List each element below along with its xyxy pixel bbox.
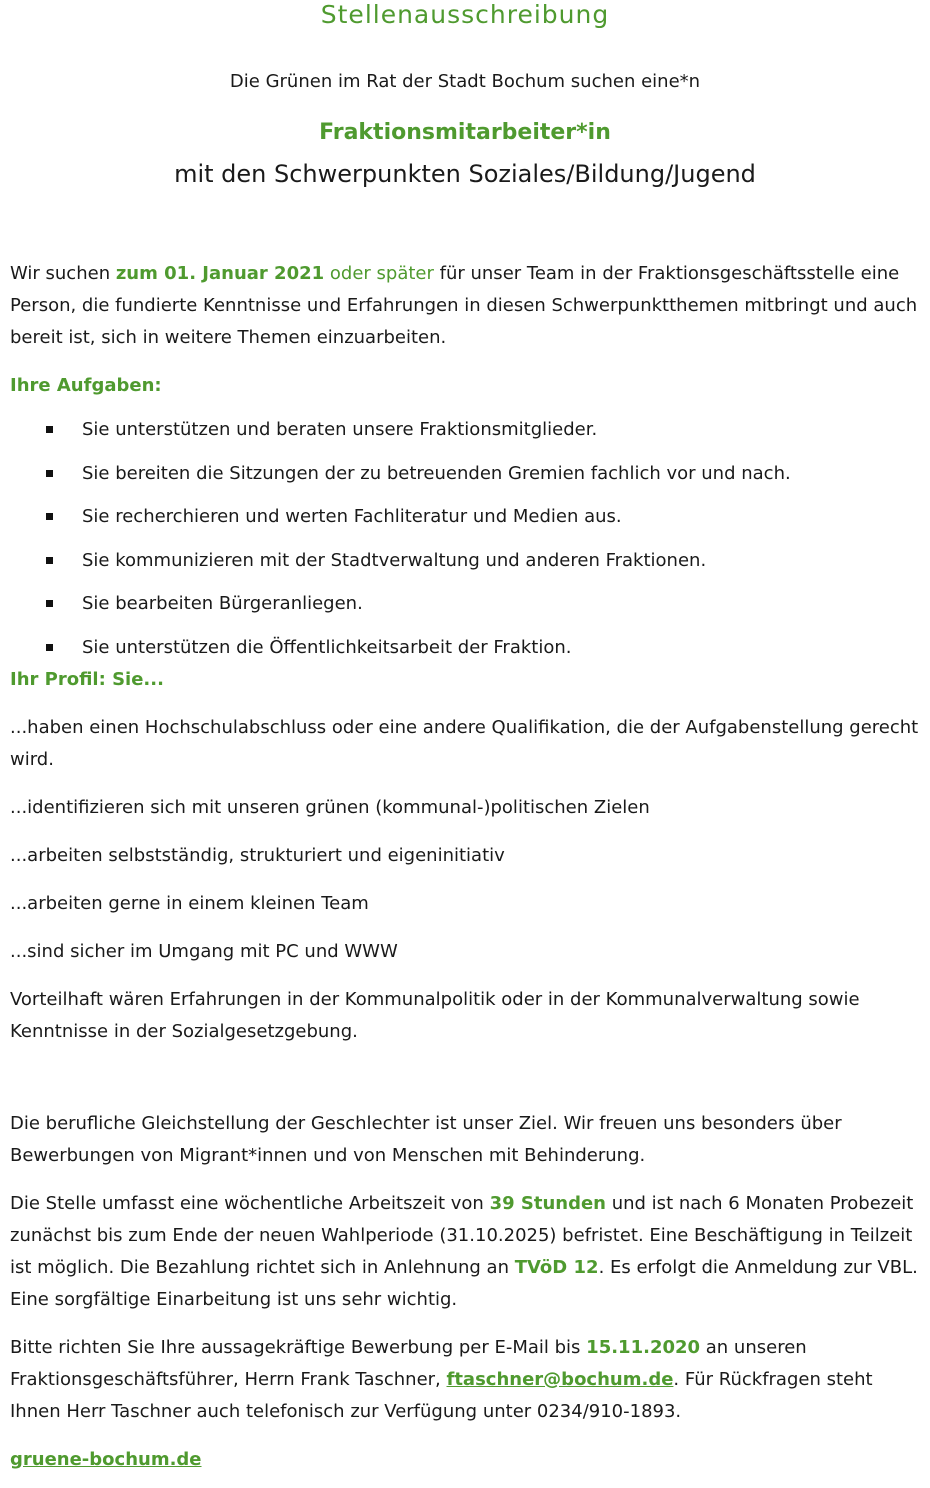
list-item: Sie bereiten die Sitzungen der zu betreuenden Gremien fachlich vor und nach. bbox=[10, 458, 925, 490]
profile-item: ...arbeiten gerne in einem kleinen Team bbox=[10, 892, 369, 914]
list-item: Sie unterstützen und beraten unsere Fraktionsmitglieder. bbox=[10, 414, 925, 446]
start-date: zum 01. Januar 2021 bbox=[115, 263, 325, 284]
job-focus: mit den Schwerpunkten Soziales/Bildung/Jugend bbox=[174, 160, 756, 188]
profile-item: ...sind sicher im Umgang mit PC und WWW bbox=[10, 940, 398, 962]
page-title: Stellenausschreibung bbox=[320, 0, 610, 29]
equality-paragraph: Die berufliche Gleichstellung der Geschlechter ist unser Ziel. Wir freuen uns besonders über Bewerbungen von Migrant*innen und von Menschen mit Behinderung. bbox=[10, 1112, 842, 1166]
profile-item: ...arbeiten selbstständig, strukturiert und eigeninitiativ bbox=[10, 844, 505, 866]
main-content bbox=[10, 258, 925, 1476]
email-link[interactable]: ftaschner@bochum.de bbox=[446, 1368, 674, 1390]
website-link[interactable]: gruene-bochum.de bbox=[10, 1448, 202, 1470]
profile-list bbox=[10, 712, 925, 1048]
pay-grade: TVöD 12 bbox=[514, 1256, 599, 1278]
job-role: Fraktionsmitarbeiter*in bbox=[319, 120, 611, 145]
bullet-icon bbox=[46, 557, 53, 564]
advantage-paragraph: Vorteilhaft wären Erfahrungen in der Kommunalpolitik oder in der Kommunalverwaltung sowie Kenntnisse in der Sozialgesetzgebung. bbox=[10, 988, 860, 1042]
bullet-icon bbox=[46, 513, 53, 520]
bullet-icon bbox=[46, 644, 53, 651]
intro-paragraph: Wir suchen zum 01. Januar 2021 oder später für unser Team in der Fraktionsgeschäftsstelle eine Person, die fundierte Kenntnisse und Erfahrungen in diesen Schwerpunktthemen mitbringt und auch bereit ist, sich in weitere Themen einzuarbeiten. bbox=[10, 263, 918, 348]
list-item: Sie recherchieren und werten Fachliteratur und Medien aus. bbox=[10, 501, 925, 533]
bullet-icon bbox=[46, 426, 53, 433]
deadline: 15.11.2020 bbox=[586, 1336, 701, 1358]
tasks-heading: Ihre Aufgaben: bbox=[10, 375, 162, 396]
terms-paragraph: Die Stelle umfasst eine wöchentliche Arbeitszeit von 39 Stunden und ist nach 6 Monaten Probezeit zunächst bis zum Ende der neuen Wahlperiode (31.10.2025) befristet. Eine Beschäftigung in Teilzeit ist möglich. Die Bezahlung richtet sich in Anlehnung an TVöD 12. Es erfolgt die Anmeldung zur VBL. Eine sorgfältige Einarbeitung ist uns sehr wichtig. bbox=[10, 1192, 918, 1310]
list-item: Sie bearbeiten Bürgeranliegen. bbox=[10, 588, 925, 620]
bullet-icon bbox=[46, 470, 53, 477]
subtitle: Die Grünen im Rat der Stadt Bochum suchen eine*n bbox=[229, 71, 701, 92]
bullet-icon bbox=[46, 600, 53, 607]
weekly-hours: 39 Stunden bbox=[489, 1192, 606, 1214]
apply-paragraph: Bitte richten Sie Ihre aussagekräftige Bewerbung per E-Mail bis 15.11.2020 an unseren Fraktionsgeschäftsführer, Herrn Frank Taschner, ftaschner@bochum.de. Für Rückfragen steht Ihnen Herr Taschner auch telefonisch zur Verfügung unter 0234/910-1893. bbox=[10, 1336, 873, 1422]
tasks-list bbox=[10, 414, 925, 664]
profile-heading: Ihr Profil: Sie... bbox=[10, 668, 164, 690]
profile-item: ...haben einen Hochschulabschluss oder eine andere Qualifikation, die der Aufgabenstellung gerecht wird. bbox=[10, 716, 919, 770]
list-item: Sie kommunizieren mit der Stadtverwaltung und anderen Fraktionen. bbox=[10, 545, 925, 577]
profile-item: ...identifizieren sich mit unseren grünen (kommunal-)politischen Zielen bbox=[10, 796, 650, 818]
start-date-later: oder später bbox=[329, 263, 434, 284]
list-item: Sie unterstützen die Öffentlichkeitsarbeit der Fraktion. bbox=[10, 632, 925, 664]
